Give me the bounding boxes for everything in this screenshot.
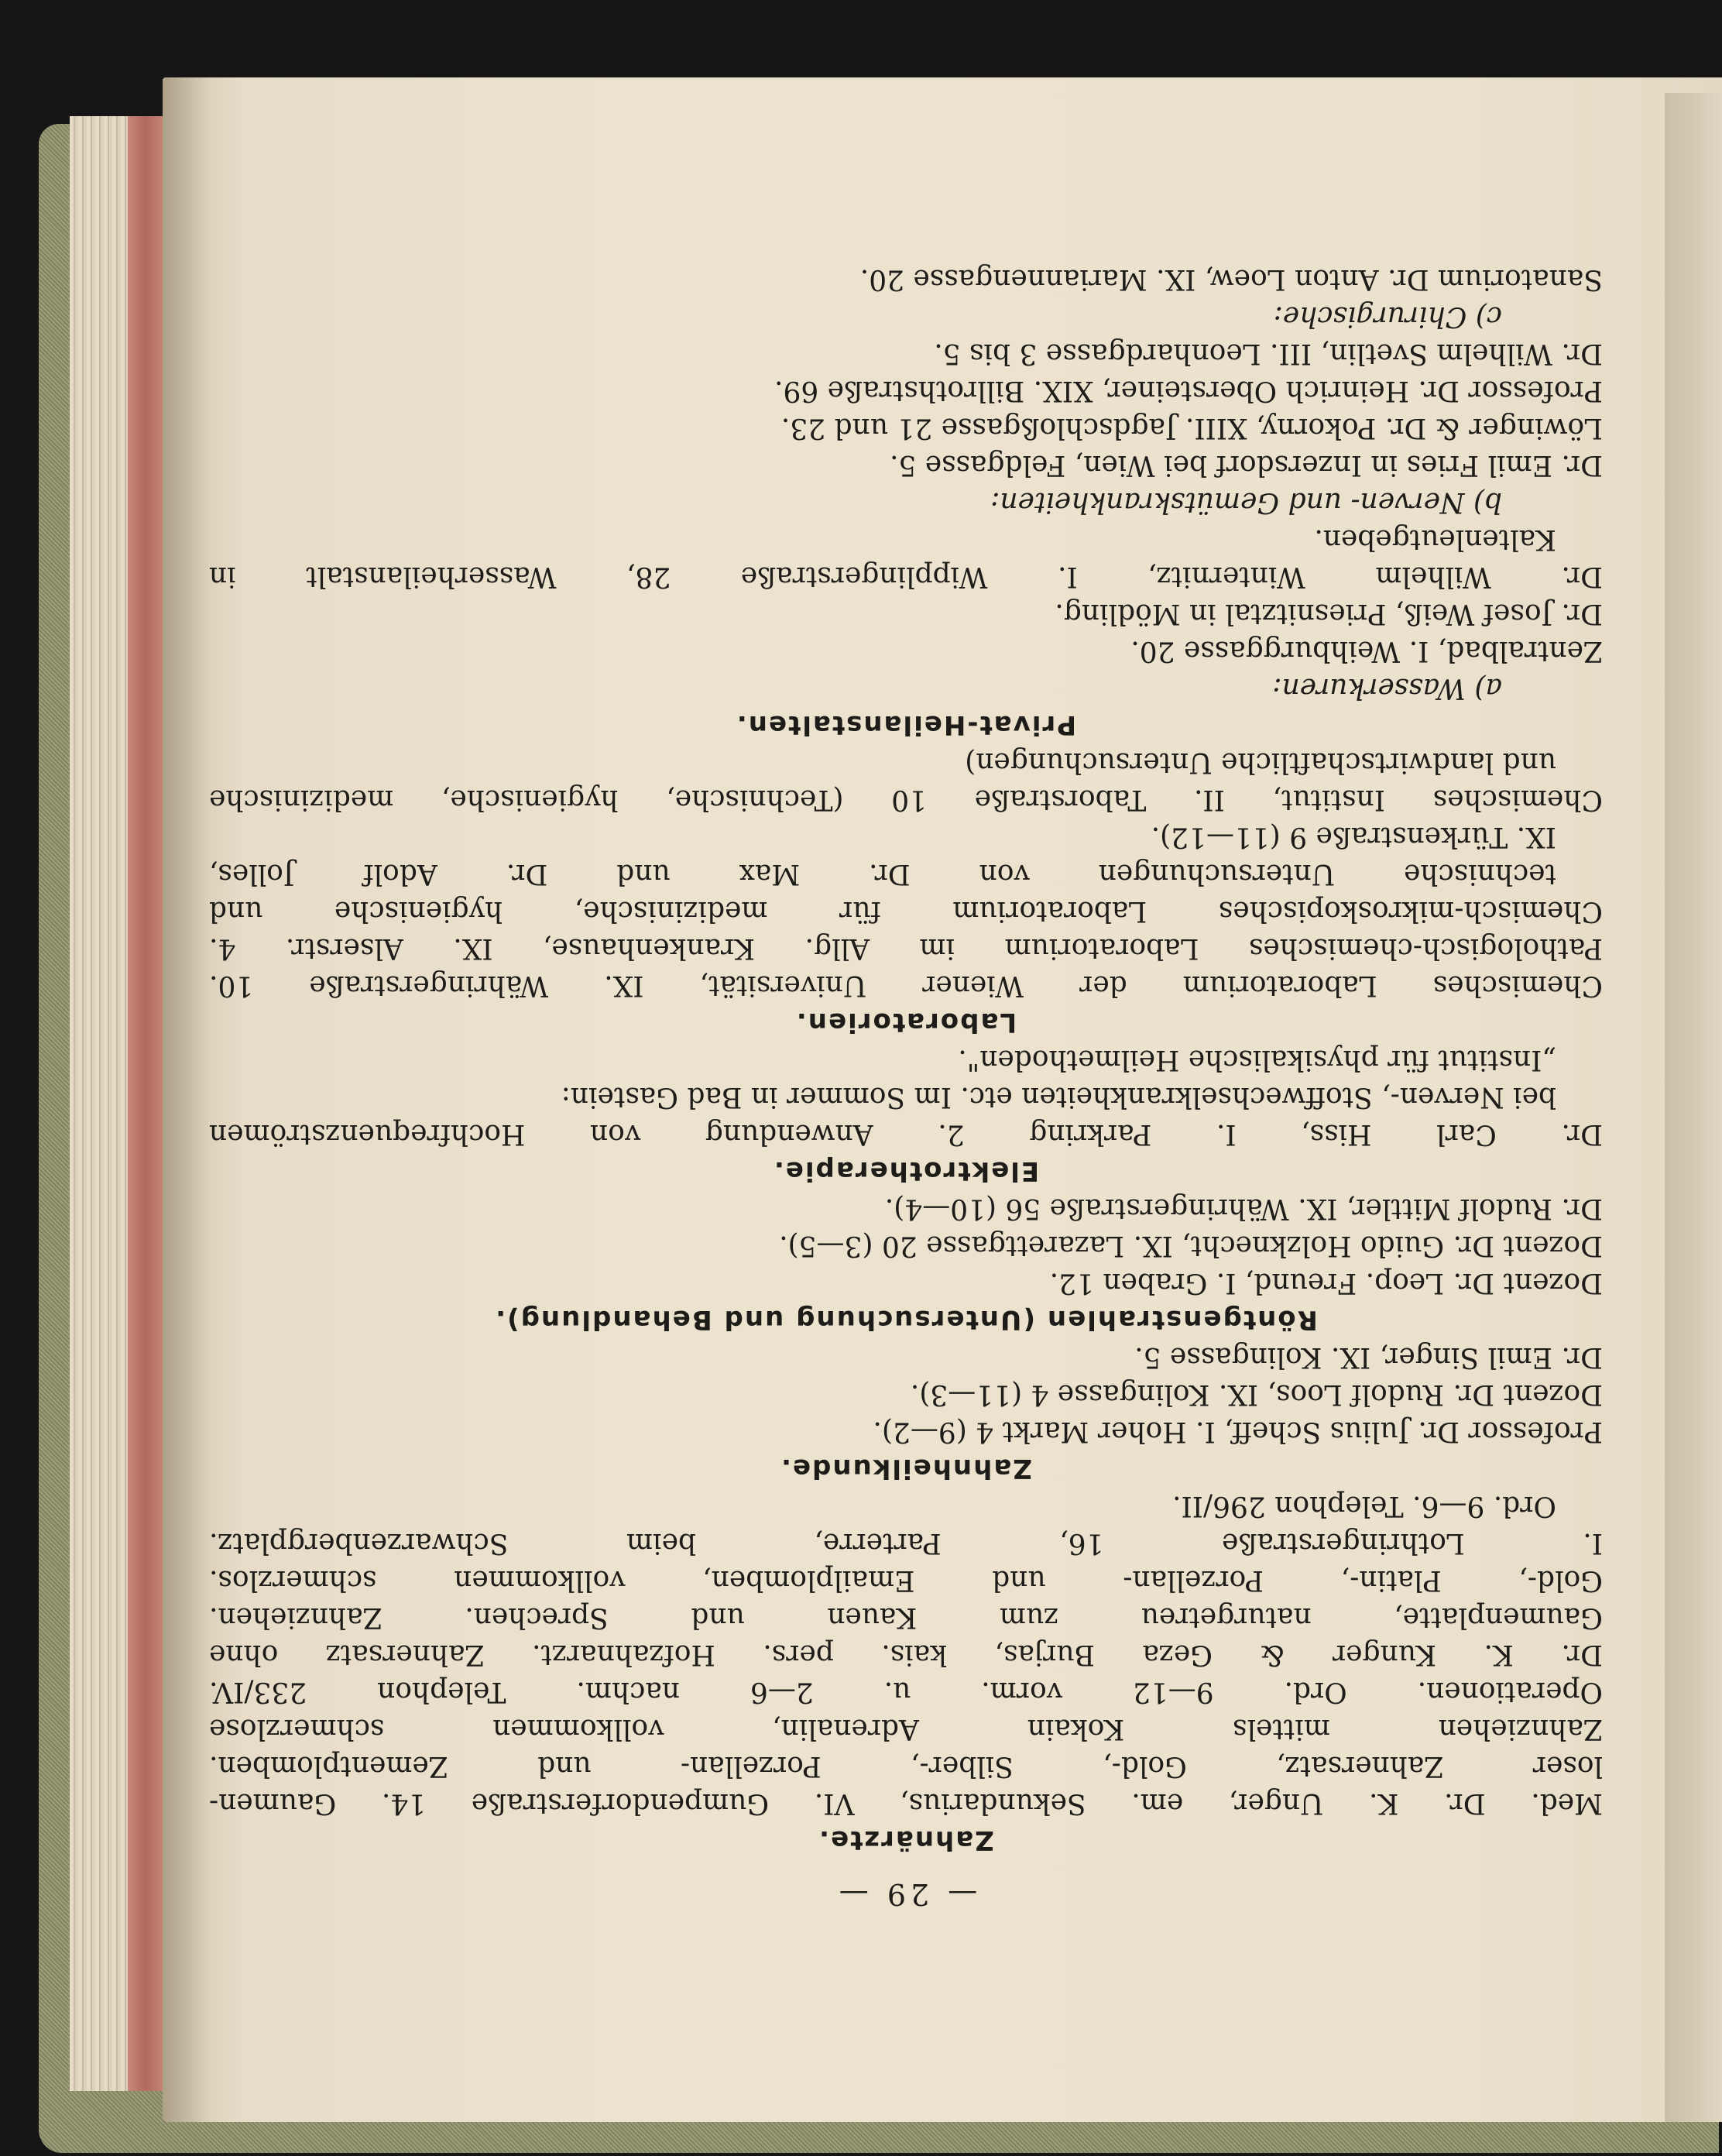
page-gutter-shadow: [163, 77, 209, 2122]
section-heading-roentgenstrahlen: Röntgenstrahlen (Untersuchung und Behandlung).: [494, 1304, 1318, 1335]
entry-line: Zahnziehen mittels Kokain Adrenalin, vollkommen schmerzlose: [209, 1713, 1603, 1745]
page-number: — 29 —: [834, 1877, 978, 1911]
entry-line: Gaumenplatte, naturgetreu zum Kauen und Sprechen. Zahnziehen.: [209, 1602, 1603, 1633]
entry-line: Löwinger & Dr. Pokorny, XIII. Jagdschloßgasse 21 und 23.: [780, 412, 1603, 444]
entry-line: Dr. Rudolf Mittler, IX. Währingerstraße 56 (10—4).: [884, 1193, 1603, 1224]
subheading-chirurgische: c) Chirurgische:: [1273, 300, 1502, 332]
entry-line: Kaltenleutgeben.: [1314, 524, 1556, 555]
entry-line: Dr. Carl Hiss, I. Parkring 2. Anwendung von Hochfrequenzströmen: [209, 1118, 1603, 1150]
entry-line: Pathologisch-chemisches Laboratorium im Allg. Krankenhause, IX. Alserstr. 4.: [209, 932, 1603, 964]
section-heading-zahnheilkunde: Zahnheilkunde.: [780, 1453, 1032, 1484]
entry-line: technische Untersuchungen von Dr. Max und Dr. Adolf Jolles,: [209, 858, 1556, 890]
entry-line: Professor Dr. Julius Scheff, I. Hoher Markt 4 (9—2).: [873, 1416, 1603, 1447]
facing-page-edge: [1665, 93, 1722, 2122]
entry-line: Chemisch-mikroskopisches Laboratorium für medizinische, hygienische und: [209, 895, 1603, 927]
entry-line: Chemisches Laboratorium der Wiener Universität, IX. Währingerstraße 10.: [209, 970, 1603, 1001]
page-text-block: [209, 256, 1603, 1913]
section-heading-elektrotherapie: Elektrotherapie.: [772, 1155, 1040, 1186]
entry-line: „Institut für physikalische Heilmethoden".: [958, 1044, 1556, 1076]
entry-line: Dr. Wilhelm Winternitz, I. Wipplingerstraße 28, Wasserheilanstalt in: [209, 561, 1603, 592]
section-heading-zahnaerzte: Zahnärzte.: [818, 1825, 994, 1856]
entry-line: Dr. Wilhelm Svetlin, III. Leonhardgasse 3 bis 5.: [934, 338, 1603, 369]
entry-line: Dozent Dr. Leop. Freund, I. Graben 12.: [1049, 1267, 1603, 1299]
entry-line: Dr. Emil Fries in Inzersdorf bei Wien, Feldgasse 5.: [889, 449, 1603, 481]
entry-line: IX. Türkenstraße 9 (11—12).: [1151, 821, 1556, 853]
entry-line: Dozent Dr. Guido Holzknecht, IX. Lazarettgasse 20 (3—5).: [779, 1230, 1603, 1262]
subheading-nerven: b) Nerven- und Gemütskrankheiten:: [990, 486, 1502, 518]
entry-line: Operationen. Ord. 9—12 vorm. u. 2—6 nachm. Telephon 233/IV.: [209, 1676, 1603, 1708]
entry-line: Med. Dr. K. Unger, em. Sekundarius, VI. Gumpendorferstraße 14. Gaumen-: [209, 1787, 1603, 1819]
entry-line: Dr. K. Kunger & Geza Burjas, kais. pers. Hofzahnarzt. Zahnersatz ohne: [209, 1639, 1603, 1670]
entry-line: loser Zahnersatz, Gold-, Silber-, Porzellan- und Zementplomben.: [209, 1750, 1603, 1782]
entry-line: Zentralbad, I. Weihburggasse 20.: [1130, 635, 1603, 667]
entry-line: bei Nerven-, Stoffwechselkrankheiten etc. Im Sommer in Bad Gastein:: [561, 1081, 1556, 1113]
entry-line: Dr. Josef Weiß, Priesnitztal in Mödling.: [1055, 598, 1603, 630]
entry-line: Dozent Dr. Rudolf Loos, IX. Kolingasse 4 (11—3).: [910, 1378, 1603, 1410]
entry-line: und landwirtschaftliche Untersuchungen): [965, 747, 1556, 778]
entry-line: Professor Dr. Heinrich Obersteiner, XIX. Billrothstraße 69.: [774, 375, 1603, 407]
section-heading-privat-heilanstalten: Privat-Heilanstalten.: [735, 709, 1077, 740]
red-page-edges: [128, 116, 163, 2091]
entry-line: Dr. Emil Singer, IX. Kolingasse 5.: [1134, 1341, 1603, 1373]
section-heading-laboratorien: Laboratorien.: [794, 1007, 1017, 1038]
entry-line: Ord. 9—6. Telephon 296/II.: [1172, 1490, 1556, 1522]
entry-line: Gold-, Platin-, Porzellan- und Emailplomben, vollkommen schmerzlos.: [209, 1564, 1603, 1596]
entry-line: Chemisches Institut, II. Taborstraße 10 (Technische, hygienische, medizinische: [209, 784, 1603, 815]
subheading-wasserkuren: a) Wasserkuren:: [1272, 672, 1502, 704]
entry-line: Sanatorium Dr. Anton Loew, IX. Mariannengasse 20.: [859, 263, 1603, 295]
entry-line: I. Lothringerstraße 16, Parterre, beim Schwarzenbergplatz.: [209, 1527, 1603, 1559]
